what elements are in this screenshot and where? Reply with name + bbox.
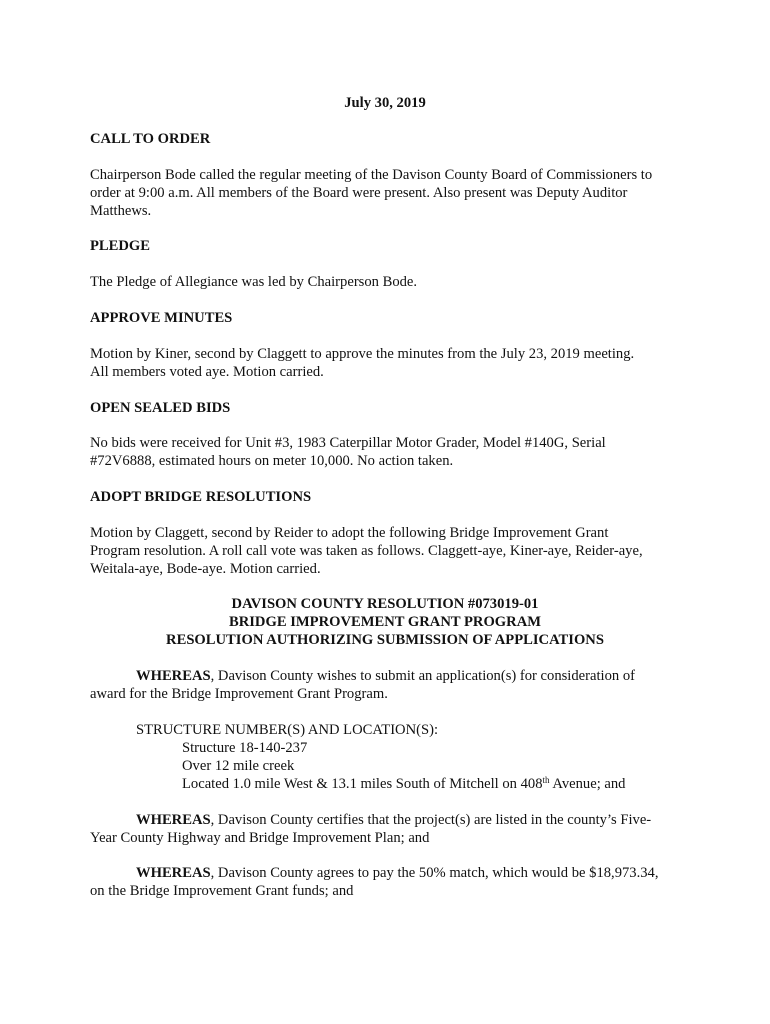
- call-to-order-text: Chairperson Bode called the regular meeting of the Davison County Board of Commissioners to: [90, 167, 653, 183]
- whereas-text: Year County Highway and Bridge Improvement Plan; and: [90, 830, 430, 846]
- adopt-bridge-resolutions-text: Program resolution. A roll call vote was taken as follows. Claggett-aye, Kiner-aye, Reider-aye,: [90, 543, 643, 559]
- resolution-title: RESOLUTION AUTHORIZING SUBMISSION OF APPLICATIONS: [166, 632, 604, 648]
- adopt-bridge-resolutions-heading: ADOPT BRIDGE RESOLUTIONS: [90, 489, 312, 505]
- whereas-label: WHEREAS: [136, 865, 211, 881]
- pledge-text: The Pledge of Allegiance was led by Chairperson Bode.: [90, 274, 418, 290]
- whereas-label: WHEREAS: [136, 812, 211, 828]
- whereas-text: , Davison County wishes to submit an application(s) for consideration of: [210, 668, 635, 684]
- structure-heading: STRUCTURE NUMBER(S) AND LOCATION(S):: [136, 722, 439, 738]
- adopt-bridge-resolutions-text: Weitala-aye, Bode-aye. Motion carried.: [90, 561, 321, 577]
- open-sealed-bids-text: #72V6888, estimated hours on meter 10,000. No action taken.: [90, 453, 454, 469]
- approve-minutes-text: All members voted aye. Motion carried.: [90, 364, 324, 380]
- whereas-label: WHEREAS: [136, 668, 211, 684]
- whereas-paragraph: [136, 667, 635, 685]
- open-sealed-bids-text: No bids were received for Unit #3, 1983 Caterpillar Motor Grader, Model #140G, Serial: [90, 435, 606, 451]
- structure-location-text: Located 1.0 mile West & 13.1 miles South of Mitchell on 408: [182, 776, 543, 792]
- structure-location: [182, 775, 625, 793]
- structure-number: Structure 18-140-237: [182, 740, 308, 756]
- structure-crossing: Over 12 mile creek: [182, 758, 295, 774]
- whereas-paragraph: [136, 864, 658, 882]
- call-to-order-heading: CALL TO ORDER: [90, 131, 211, 147]
- structure-location-text: Avenue; and: [549, 776, 626, 792]
- whereas-text: , Davison County certifies that the project(s) are listed in the county’s Five-: [210, 812, 652, 828]
- resolution-title: DAVISON COUNTY RESOLUTION #073019-01: [231, 596, 539, 612]
- call-to-order-text: Matthews.: [90, 203, 152, 219]
- pledge-heading: PLEDGE: [90, 238, 151, 254]
- open-sealed-bids-heading: OPEN SEALED BIDS: [90, 400, 231, 416]
- approve-minutes-heading: APPROVE MINUTES: [90, 310, 233, 326]
- whereas-text: on the Bridge Improvement Grant funds; and: [90, 883, 354, 899]
- whereas-text: award for the Bridge Improvement Grant Program.: [90, 686, 388, 702]
- ordinal-suffix: th: [542, 775, 550, 785]
- call-to-order-text: order at 9:00 a.m. All members of the Board were present. Also present was Deputy Auditor: [90, 185, 628, 201]
- resolution-title: BRIDGE IMPROVEMENT GRANT PROGRAM: [228, 614, 542, 630]
- document-date: July 30, 2019: [344, 95, 426, 111]
- adopt-bridge-resolutions-text: Motion by Claggett, second by Reider to adopt the following Bridge Improvement Grant: [90, 525, 609, 541]
- whereas-paragraph: [136, 811, 651, 829]
- approve-minutes-text: Motion by Kiner, second by Claggett to approve the minutes from the July 23, 2019 meeting.: [90, 346, 635, 362]
- whereas-text: , Davison County agrees to pay the 50% match, which would be $18,973.34,: [210, 865, 659, 881]
